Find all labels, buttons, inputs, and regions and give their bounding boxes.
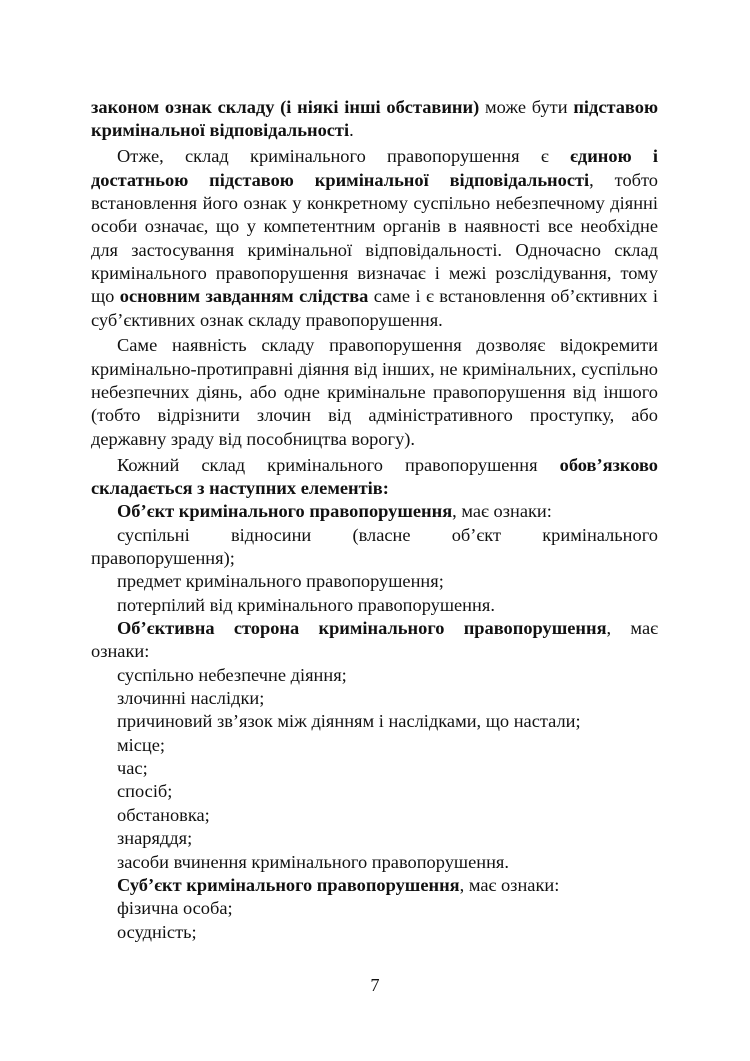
objective-heading	[91, 617, 658, 664]
text-run: , має ознаки:	[452, 501, 552, 522]
list-item: обстановка;	[117, 804, 210, 825]
bold-phrase: законом ознак складу (і ніякі інші обставини)	[91, 97, 480, 117]
bold-phrase: підставою кримінальної відповідальності	[91, 97, 658, 141]
list-item: спосіб;	[117, 781, 173, 802]
paragraph-3	[91, 334, 658, 451]
text-run: Саме наявність складу правопорушення дозволяє відокремити кримінально-протиправні діяння від інших, не кримінальних, суспільно небезпечних діянь, або одне кримінальне правопорушення від іншого (тобто відрізнити злочин від адміністративного проступку, або державну зраду від пособництва ворогу).	[91, 335, 658, 449]
section-heading: Об’єктивна сторона кримінального правопорушення	[117, 618, 607, 639]
page-body	[91, 96, 658, 944]
list-item: фізична особа;	[117, 898, 233, 919]
text-run: саме і є встановлення об’єктивних і суб’єктивних ознак складу правопорушення.	[91, 286, 658, 330]
bold-phrase: єдиною і достатньою підставою кримінальної відповідальності	[91, 146, 658, 190]
section-heading: Суб’єкт кримінального правопорушення	[117, 874, 460, 895]
list-item: засоби вчинення кримінального правопорушення.	[117, 851, 509, 872]
subject-heading	[91, 874, 658, 897]
list-item: потерпілий від кримінального правопорушення.	[117, 594, 495, 615]
list-item: суспільно небезпечне діяння;	[117, 664, 347, 685]
text-run: Отже, склад кримінального правопорушення є	[117, 146, 570, 167]
list-item: злочинні наслідки;	[117, 688, 265, 709]
list-item: причиновий зв’язок між діянням і наслідками, що настали;	[117, 711, 581, 732]
list-item: предмет кримінального правопорушення;	[117, 571, 444, 592]
section-heading: Об’єкт кримінального правопорушення	[117, 501, 453, 522]
paragraph-2	[91, 145, 658, 332]
list-item-continuation: правопорушення);	[91, 548, 235, 569]
text-run: , має ознаки:	[459, 874, 560, 895]
list-item: суспільні відносини (власне об’єкт кримінального	[117, 524, 658, 545]
bold-phrase: обов’язково складається з наступних елементів:	[91, 454, 658, 498]
list-item: осудність;	[117, 921, 197, 942]
object-heading	[91, 500, 658, 523]
paragraph-4	[91, 454, 658, 501]
list-item: час;	[117, 758, 148, 779]
list-item: знаряддя;	[117, 828, 193, 849]
text-run: , має ознаки:	[91, 618, 658, 662]
list-item: місце;	[117, 734, 166, 755]
bold-phrase: основним завданням слідства	[119, 286, 369, 307]
text-run: , тобто встановлення його ознак у конкретному суспільно небезпечному діянні особи означає, що у компетентним органів в наявності все необхідне для застосування кримінальної відповідальності. Одночасно склад кримінального правопорушення визначає і межі розслідування, тому що	[91, 169, 658, 307]
text-run: .	[349, 120, 354, 141]
page-number: 7	[370, 975, 380, 995]
text-run: Кожний склад кримінального правопорушення	[117, 454, 560, 475]
text-run: може бути	[479, 97, 574, 117]
paragraph-1	[91, 96, 658, 143]
